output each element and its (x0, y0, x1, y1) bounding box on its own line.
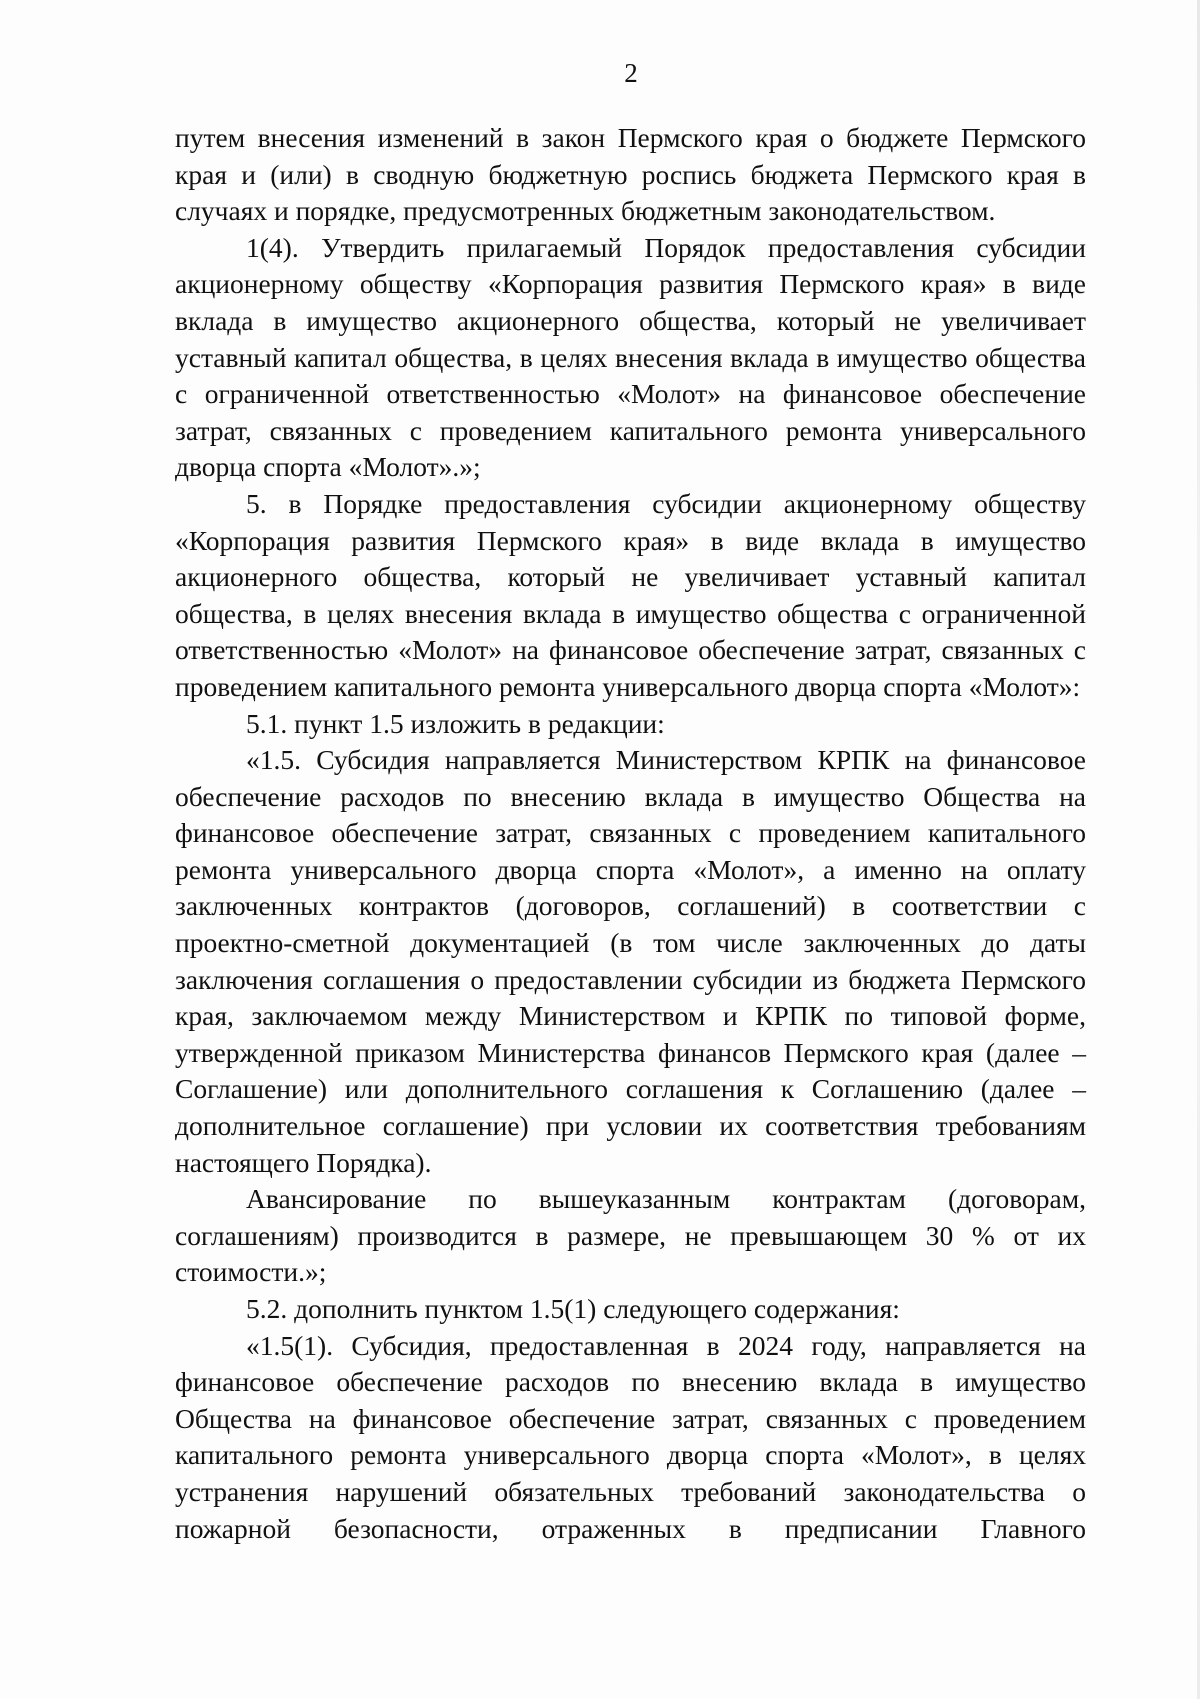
document-body (175, 120, 1086, 1547)
paragraph-clause-1-5: «1.5. Субсидия направляется Министерством КРПК на финансовое обеспечение расходов по внесению вклада в имущество Общества на финансовое обеспечение затрат, связанных с проведением капитального ремонта универсального дворца спорта «Молот», а именно на оплату заключенных контрактов (договоров, соглашений) в соответствии с проектно-сметной документацией (в том числе заключенных до даты заключения соглашения о предоставлении субсидии из бюджета Пермского края, заключаемом между Министерством и КРПК по типовой форме, утвержденной приказом Министерства финансов Пермского края (далее – Соглашение) или дополнительного соглашения к Соглашению (далее – дополнительное соглашение) при условии их соответствия требованиям настоящего Порядка). (175, 744, 1086, 1178)
paragraph-advance-payment: Авансирование по вышеуказанным контрактам (договорам, соглашениям) производится в размере, не превышающем 30 % от их стоимости.»; (175, 1183, 1086, 1288)
paragraph-clause-1-5-1: «1.5(1). Субсидия, предоставленная в 2024 году, направляется на финансовое обеспечение расходов по внесению вклада в имущество Общества на финансовое обеспечение затрат, связанных с проведением капитального ремонта универсального дворца спорта «Молот», в целях устранения нарушений обязательных требований законодательства о пожарной безопасности, отраженных в предписании Главного (175, 1329, 1086, 1544)
paragraph-item-5-1: 5.1. пункт 1.5 изложить в редакции: (246, 707, 665, 739)
paragraph-item-1-4: 1(4). Утвердить прилагаемый Порядок предоставления субсидии акционерному обществу «Корпорация развития Пермского края» в виде вклада в имущество акционерного общества, который не увеличивает уставный капитал общества, в целях внесения вклада в имущество общества с ограниченной ответственностью «Молот» на финансовое обеспечение затрат, связанных с проведением капитального ремонта универсального дворца спорта «Молот».»; (175, 231, 1086, 483)
paragraph-item-5: 5. в Порядке предоставления субсидии акционерному обществу «Корпорация развития Пермского края» в виде вклада в имущество акционерного общества, который не увеличивает уставный капитал общества, в целях внесения вклада в имущество общества с ограниченной ответственностью «Молот» на финансовое обеспечение затрат, связанных с проведением капитального ремонта универсального дворца спорта «Молот»: (175, 487, 1086, 702)
paragraph-item-5-2: 5.2. дополнить пунктом 1.5(1) следующего содержания: (246, 1293, 900, 1324)
paragraph-budget-changes: путем внесения изменений в закон Пермского края о бюджете Пермского края и (или) в сводную бюджетную роспись бюджета Пермского края в случаях и порядке, предусмотренных бюджетным законодательством. (175, 122, 1086, 227)
page-number: 2 (624, 58, 638, 88)
